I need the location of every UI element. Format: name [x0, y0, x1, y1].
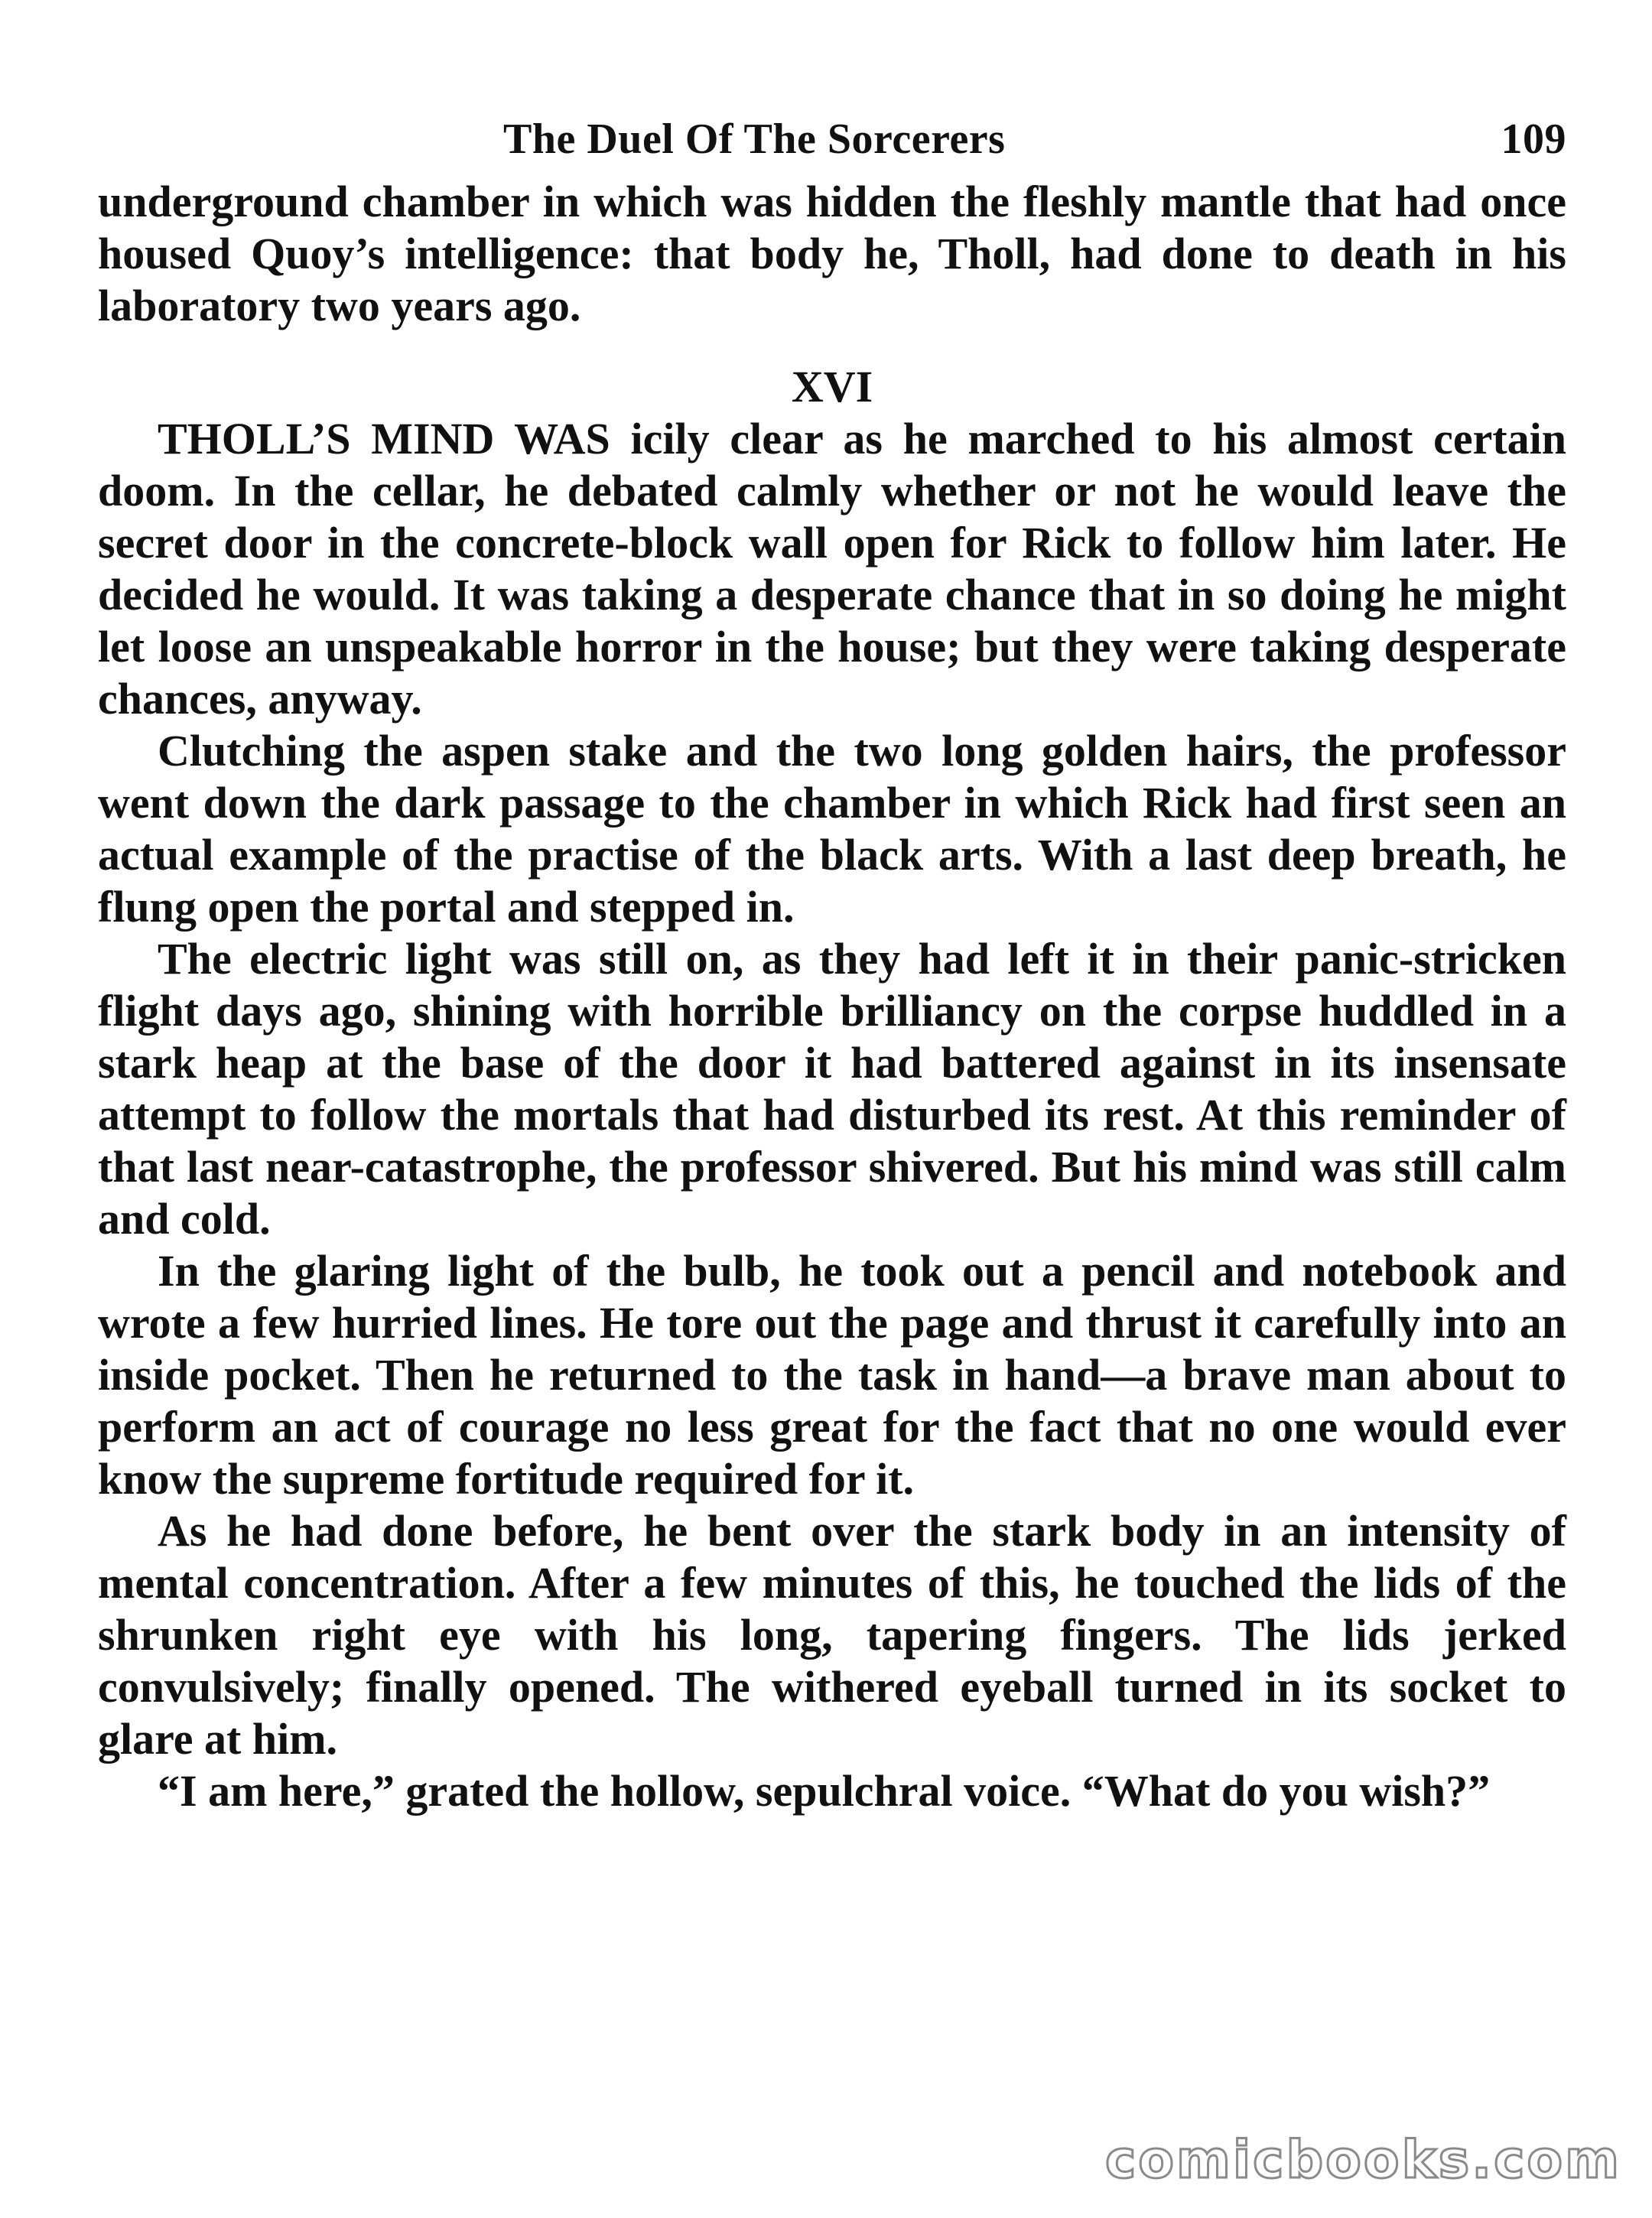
paragraph: The electric light was still on, as they had left it in their panic-stricken flight days ago, shining with horrible brilliancy on the corpse huddled in a stark heap at the base of the door it had battered against in its insensate attempt to follow the mortals that had disturbed its rest. At this reminder of that last near-catastrophe, the professor shivered. But his mind was still calm and cold. [98, 934, 1566, 1244]
chapter-section-heading: XVI [791, 362, 873, 411]
paragraph: As he had done before, he bent over the stark body in an intensity of mental concentration. After a few minutes of this, he touched the lids of the shrunken right eye with his long, tapering fingers. The lids jerked convulsively; finally opened. The withered eyeball turned in its socket to glare at him. [98, 1506, 1566, 1764]
running-title: The Duel Of The Sorcerers [503, 115, 1006, 163]
body-text [98, 176, 1566, 1817]
paragraph: “I am here,” grated the hollow, sepulchral voice. “What do you wish?” [158, 1766, 1491, 1816]
running-header [98, 115, 1566, 176]
site-watermark: comicbooks.com [1104, 2130, 1621, 2190]
paragraph: THOLL’S MIND WAS icily clear as he marched to his almost certain doom. In the cellar, he debated calmly whether or not he would leave the secret door in the concrete-block wall open for Rick to follow him later. He decided he would. It was taking a desperate chance that in so doing he might let loose an unspeakable horror in the house; but they were taking desperate chances, anyway. [98, 414, 1566, 724]
paragraph: In the glaring light of the bulb, he took out a pencil and notebook and wrote a few hurried lines. He tore out the page and thrust it carefully into an inside pocket. Then he returned to the task in hand—a brave man about to perform an act of courage no less great for the fact that no one would ever know the supreme fortitude required for it. [98, 1246, 1566, 1504]
book-page [98, 115, 1566, 1817]
paragraph: Clutching the aspen stake and the two long golden hairs, the professor went down the dark passage to the chamber in which Rick had first seen an actual example of the practise of the black arts. With a last deep breath, he flung open the portal and stepped in. [98, 726, 1566, 932]
paragraph-continued: underground chamber in which was hidden the fleshly mantle that had once housed Quoy’s intelligence: that body he, Tholl, had done to death in his laboratory two years ago. [98, 177, 1566, 330]
page-number: 109 [1501, 115, 1566, 163]
